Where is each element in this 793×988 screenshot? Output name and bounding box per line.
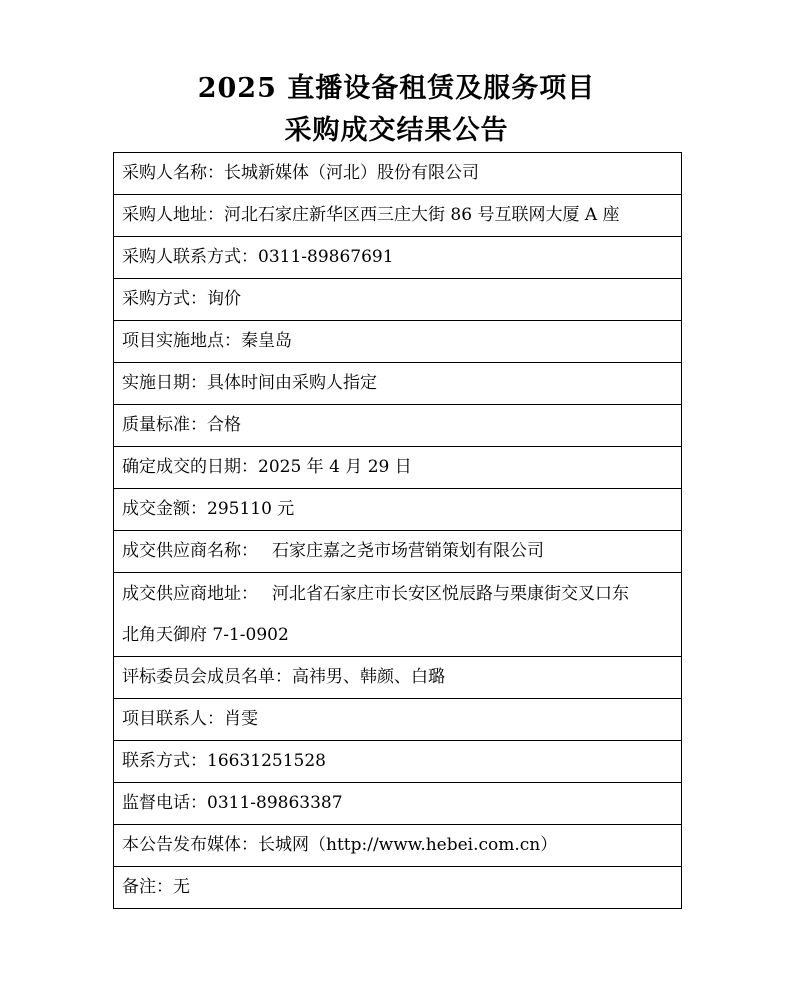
field-label: 项目实施地点： [122, 331, 241, 351]
table-cell [114, 699, 682, 741]
field-value: 秦皇岛 [241, 331, 292, 351]
field-value: 河北石家庄新华区西三庄大街 86 号互联网大厦 A 座 [224, 205, 620, 225]
table-cell [114, 279, 682, 321]
table-row-implementation-date [114, 363, 682, 405]
field-value-continued: 北角天御府 7-1-0902 [122, 624, 289, 645]
field-value: 具体时间由采购人指定 [207, 373, 377, 393]
field-label: 备注： [122, 877, 173, 897]
table-cell [114, 867, 682, 909]
field-value: 高祎男、韩颜、白璐 [292, 667, 445, 687]
field-value: 无 [173, 877, 190, 897]
table-row-supervision-phone [114, 783, 682, 825]
table-row-quality-standard [114, 405, 682, 447]
table-row-procurement-method [114, 279, 682, 321]
field-label: 联系方式： [122, 751, 207, 771]
field-value: 0311-89867691 [258, 247, 394, 267]
table-cell [114, 447, 682, 489]
field-value: 河北省石家庄市长安区悦辰路与栗康街交叉口东 [272, 583, 629, 604]
field-value: 295110 元 [207, 499, 295, 519]
field-value: 2025 年 4 月 29 日 [258, 457, 412, 477]
table-cell [114, 489, 682, 531]
notice-info-table [113, 152, 682, 909]
table-row-supplier-name [114, 531, 682, 573]
title-line-1: 2025 直播设备租赁及服务项目 [197, 73, 596, 104]
field-label: 成交供应商名称： [122, 541, 258, 561]
table-row-supplier-address [114, 573, 682, 657]
field-label: 成交金额： [122, 499, 207, 519]
field-value: 肖雯 [224, 709, 258, 729]
field-label: 评标委员会成员名单： [122, 667, 292, 687]
field-label: 采购人地址： [122, 205, 224, 225]
field-value: 0311-89863387 [207, 793, 343, 813]
table-cell [114, 783, 682, 825]
field-label: 采购人名称： [122, 163, 224, 183]
field-value: 长城新媒体（河北）股份有限公司 [224, 163, 479, 183]
table-row-committee-members [114, 657, 682, 699]
field-value: 合格 [207, 415, 241, 435]
table-cell [114, 657, 682, 699]
table-row-purchaser-contact [114, 237, 682, 279]
table-row-award-amount [114, 489, 682, 531]
table-row-project-contact [114, 699, 682, 741]
table-cell [114, 363, 682, 405]
table-cell [114, 573, 682, 657]
title-line-2: 采购成交结果公告 [284, 115, 509, 146]
document-title [0, 68, 793, 152]
table-cell [114, 741, 682, 783]
table-cell [114, 405, 682, 447]
field-label: 本公告发布媒体： [122, 835, 258, 855]
field-label: 采购人联系方式： [122, 247, 258, 267]
field-label: 实施日期： [122, 373, 207, 393]
field-value: 16631251528 [207, 751, 326, 771]
field-value: 长城网（http://www.hebei.com.cn） [258, 835, 558, 855]
table-row-contact-phone [114, 741, 682, 783]
field-value: 石家庄嘉之尧市场营销策划有限公司 [272, 541, 544, 561]
table-row-award-date [114, 447, 682, 489]
field-label: 质量标准： [122, 415, 207, 435]
table-cell [114, 153, 682, 195]
table-row-publication-media [114, 825, 682, 867]
field-value: 询价 [207, 289, 241, 309]
field-label: 成交供应商地址： [122, 583, 258, 604]
table-row-remarks [114, 867, 682, 909]
table-cell [114, 531, 682, 573]
field-label: 确定成交的日期： [122, 457, 258, 477]
field-label: 监督电话： [122, 793, 207, 813]
table-cell [114, 195, 682, 237]
table-cell [114, 321, 682, 363]
field-label: 项目联系人： [122, 709, 224, 729]
table-cell [114, 237, 682, 279]
table-cell [114, 825, 682, 867]
field-label: 采购方式： [122, 289, 207, 309]
table-row-purchaser-name [114, 153, 682, 195]
table-row-project-location [114, 321, 682, 363]
table-row-purchaser-address [114, 195, 682, 237]
